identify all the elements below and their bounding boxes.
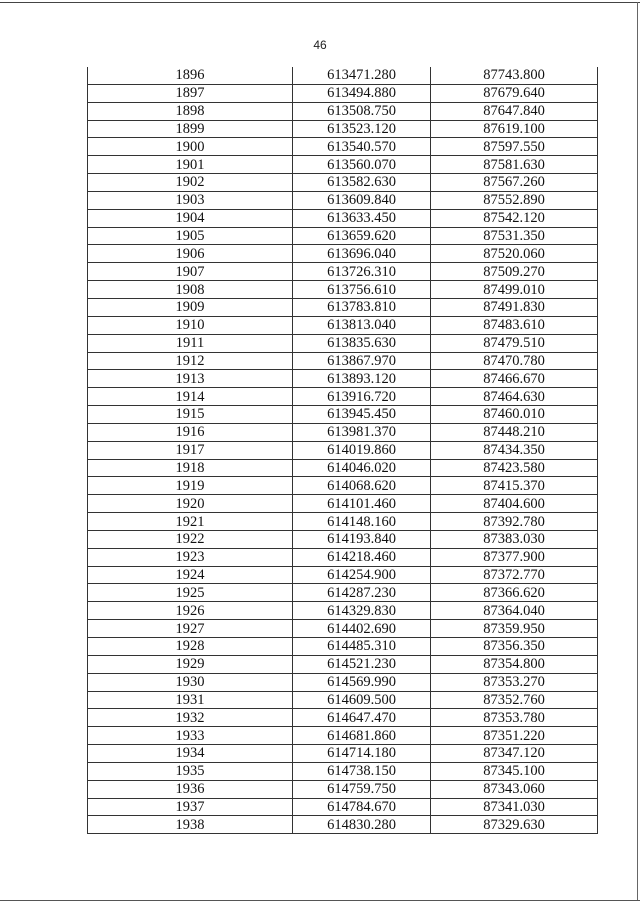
- coordinates-table: [87, 67, 598, 834]
- table-row: [88, 370, 598, 388]
- y-coordinate-cell: 87619.100: [431, 120, 598, 138]
- point-number-cell: 1933: [88, 727, 293, 745]
- x-coordinate-cell: 614329.830: [293, 602, 431, 620]
- y-coordinate-cell: 87499.010: [431, 281, 598, 299]
- y-coordinate-cell: 87392.780: [431, 513, 598, 531]
- point-number-cell: 1926: [88, 602, 293, 620]
- x-coordinate-cell: 613508.750: [293, 102, 431, 120]
- table-row: [88, 423, 598, 441]
- x-coordinate-cell: 614738.150: [293, 762, 431, 780]
- y-coordinate-cell: 87483.610: [431, 316, 598, 334]
- point-number-cell: 1905: [88, 227, 293, 245]
- table-row: [88, 477, 598, 495]
- table-row: [88, 120, 598, 138]
- y-coordinate-cell: 87552.890: [431, 191, 598, 209]
- y-coordinate-cell: 87353.780: [431, 709, 598, 727]
- table-row: [88, 798, 598, 816]
- point-number-cell: 1914: [88, 388, 293, 406]
- y-coordinate-cell: 87351.220: [431, 727, 598, 745]
- point-number-cell: 1898: [88, 102, 293, 120]
- table-row: [88, 84, 598, 102]
- x-coordinate-cell: 614485.310: [293, 638, 431, 656]
- x-coordinate-cell: 613945.450: [293, 406, 431, 424]
- table-row: [88, 263, 598, 281]
- x-coordinate-cell: 613523.120: [293, 120, 431, 138]
- x-coordinate-cell: 614068.620: [293, 477, 431, 495]
- table-row: [88, 334, 598, 352]
- table-row: [88, 174, 598, 192]
- point-number-cell: 1938: [88, 816, 293, 834]
- y-coordinate-cell: 87404.600: [431, 495, 598, 513]
- y-coordinate-cell: 87341.030: [431, 798, 598, 816]
- y-coordinate-cell: 87491.830: [431, 298, 598, 316]
- page-border-top: [0, 2, 640, 3]
- y-coordinate-cell: 87377.900: [431, 548, 598, 566]
- y-coordinate-cell: 87542.120: [431, 209, 598, 227]
- y-coordinate-cell: 87434.350: [431, 441, 598, 459]
- x-coordinate-cell: 614019.860: [293, 441, 431, 459]
- point-number-cell: 1899: [88, 120, 293, 138]
- y-coordinate-cell: 87466.670: [431, 370, 598, 388]
- y-coordinate-cell: 87581.630: [431, 156, 598, 174]
- x-coordinate-cell: 614714.180: [293, 745, 431, 763]
- x-coordinate-cell: 613471.280: [293, 67, 431, 84]
- y-coordinate-cell: 87597.550: [431, 138, 598, 156]
- table-row: [88, 780, 598, 798]
- y-coordinate-cell: 87460.010: [431, 406, 598, 424]
- y-coordinate-cell: 87470.780: [431, 352, 598, 370]
- y-coordinate-cell: 87354.800: [431, 655, 598, 673]
- x-coordinate-cell: 613540.570: [293, 138, 431, 156]
- coordinates-table-body: [88, 67, 598, 834]
- y-coordinate-cell: 87329.630: [431, 816, 598, 834]
- point-number-cell: 1906: [88, 245, 293, 263]
- point-number-cell: 1928: [88, 638, 293, 656]
- y-coordinate-cell: 87479.510: [431, 334, 598, 352]
- y-coordinate-cell: 87509.270: [431, 263, 598, 281]
- page-number: 46: [313, 38, 327, 52]
- point-number-cell: 1896: [88, 67, 293, 84]
- table-row: [88, 584, 598, 602]
- y-coordinate-cell: 87679.640: [431, 84, 598, 102]
- y-coordinate-cell: 87359.950: [431, 620, 598, 638]
- x-coordinate-cell: 613783.810: [293, 298, 431, 316]
- table-row: [88, 191, 598, 209]
- page-border-right: [637, 2, 638, 901]
- point-number-cell: 1903: [88, 191, 293, 209]
- point-number-cell: 1936: [88, 780, 293, 798]
- x-coordinate-cell: 614287.230: [293, 584, 431, 602]
- point-number-cell: 1907: [88, 263, 293, 281]
- y-coordinate-cell: 87647.840: [431, 102, 598, 120]
- x-coordinate-cell: 613916.720: [293, 388, 431, 406]
- y-coordinate-cell: 87352.760: [431, 691, 598, 709]
- point-number-cell: 1919: [88, 477, 293, 495]
- point-number-cell: 1925: [88, 584, 293, 602]
- point-number-cell: 1909: [88, 298, 293, 316]
- point-number-cell: 1935: [88, 762, 293, 780]
- x-coordinate-cell: 613633.450: [293, 209, 431, 227]
- y-coordinate-cell: 87743.800: [431, 67, 598, 84]
- y-coordinate-cell: 87345.100: [431, 762, 598, 780]
- table-row: [88, 602, 598, 620]
- point-number-cell: 1917: [88, 441, 293, 459]
- x-coordinate-cell: 613659.620: [293, 227, 431, 245]
- table-row: [88, 655, 598, 673]
- x-coordinate-cell: 614402.690: [293, 620, 431, 638]
- point-number-cell: 1900: [88, 138, 293, 156]
- table-row: [88, 406, 598, 424]
- x-coordinate-cell: 613867.970: [293, 352, 431, 370]
- point-number-cell: 1929: [88, 655, 293, 673]
- point-number-cell: 1910: [88, 316, 293, 334]
- point-number-cell: 1897: [88, 84, 293, 102]
- table-row: [88, 281, 598, 299]
- table-row: [88, 513, 598, 531]
- y-coordinate-cell: 87520.060: [431, 245, 598, 263]
- point-number-cell: 1922: [88, 530, 293, 548]
- table-row: [88, 638, 598, 656]
- x-coordinate-cell: 614759.750: [293, 780, 431, 798]
- point-number-cell: 1918: [88, 459, 293, 477]
- table-row: [88, 620, 598, 638]
- table-row: [88, 459, 598, 477]
- x-coordinate-cell: 613609.840: [293, 191, 431, 209]
- point-number-cell: 1913: [88, 370, 293, 388]
- x-coordinate-cell: 613582.630: [293, 174, 431, 192]
- point-number-cell: 1908: [88, 281, 293, 299]
- table-row: [88, 530, 598, 548]
- table-row: [88, 548, 598, 566]
- y-coordinate-cell: 87383.030: [431, 530, 598, 548]
- table-row: [88, 67, 598, 84]
- table-row: [88, 352, 598, 370]
- x-coordinate-cell: 614647.470: [293, 709, 431, 727]
- x-coordinate-cell: 613813.040: [293, 316, 431, 334]
- table-row: [88, 102, 598, 120]
- x-coordinate-cell: 614830.280: [293, 816, 431, 834]
- y-coordinate-cell: 87567.260: [431, 174, 598, 192]
- table-row: [88, 566, 598, 584]
- table-row: [88, 156, 598, 174]
- x-coordinate-cell: 613696.040: [293, 245, 431, 263]
- y-coordinate-cell: 87353.270: [431, 673, 598, 691]
- point-number-cell: 1932: [88, 709, 293, 727]
- x-coordinate-cell: 614254.900: [293, 566, 431, 584]
- y-coordinate-cell: 87531.350: [431, 227, 598, 245]
- x-coordinate-cell: 613893.120: [293, 370, 431, 388]
- table-row: [88, 441, 598, 459]
- x-coordinate-cell: 613726.310: [293, 263, 431, 281]
- x-coordinate-cell: 613494.880: [293, 84, 431, 102]
- point-number-cell: 1937: [88, 798, 293, 816]
- table-row: [88, 673, 598, 691]
- table-row: [88, 388, 598, 406]
- point-number-cell: 1901: [88, 156, 293, 174]
- point-number-cell: 1911: [88, 334, 293, 352]
- x-coordinate-cell: 614148.160: [293, 513, 431, 531]
- y-coordinate-cell: 87372.770: [431, 566, 598, 584]
- x-coordinate-cell: 613835.630: [293, 334, 431, 352]
- x-coordinate-cell: 614521.230: [293, 655, 431, 673]
- y-coordinate-cell: 87423.580: [431, 459, 598, 477]
- table-row: [88, 816, 598, 834]
- table-row: [88, 727, 598, 745]
- point-number-cell: 1915: [88, 406, 293, 424]
- y-coordinate-cell: 87448.210: [431, 423, 598, 441]
- y-coordinate-cell: 87343.060: [431, 780, 598, 798]
- x-coordinate-cell: 613981.370: [293, 423, 431, 441]
- x-coordinate-cell: 614784.670: [293, 798, 431, 816]
- point-number-cell: 1923: [88, 548, 293, 566]
- x-coordinate-cell: 614609.500: [293, 691, 431, 709]
- x-coordinate-cell: 614569.990: [293, 673, 431, 691]
- point-number-cell: 1931: [88, 691, 293, 709]
- point-number-cell: 1927: [88, 620, 293, 638]
- x-coordinate-cell: 614681.860: [293, 727, 431, 745]
- x-coordinate-cell: 613560.070: [293, 156, 431, 174]
- page-border-bottom: [0, 900, 640, 901]
- point-number-cell: 1916: [88, 423, 293, 441]
- y-coordinate-cell: 87366.620: [431, 584, 598, 602]
- x-coordinate-cell: 614193.840: [293, 530, 431, 548]
- y-coordinate-cell: 87364.040: [431, 602, 598, 620]
- table-row: [88, 691, 598, 709]
- table-row: [88, 316, 598, 334]
- table-row: [88, 227, 598, 245]
- point-number-cell: 1921: [88, 513, 293, 531]
- table-row: [88, 245, 598, 263]
- y-coordinate-cell: 87356.350: [431, 638, 598, 656]
- y-coordinate-cell: 87464.630: [431, 388, 598, 406]
- point-number-cell: 1934: [88, 745, 293, 763]
- x-coordinate-cell: 613756.610: [293, 281, 431, 299]
- point-number-cell: 1920: [88, 495, 293, 513]
- x-coordinate-cell: 614101.460: [293, 495, 431, 513]
- table-row: [88, 709, 598, 727]
- table-row: [88, 298, 598, 316]
- table-row: [88, 495, 598, 513]
- table-row: [88, 138, 598, 156]
- point-number-cell: 1924: [88, 566, 293, 584]
- x-coordinate-cell: 614218.460: [293, 548, 431, 566]
- point-number-cell: 1904: [88, 209, 293, 227]
- point-number-cell: 1902: [88, 174, 293, 192]
- y-coordinate-cell: 87347.120: [431, 745, 598, 763]
- table-row: [88, 762, 598, 780]
- table-row: [88, 209, 598, 227]
- table-row: [88, 745, 598, 763]
- point-number-cell: 1930: [88, 673, 293, 691]
- y-coordinate-cell: 87415.370: [431, 477, 598, 495]
- x-coordinate-cell: 614046.020: [293, 459, 431, 477]
- point-number-cell: 1912: [88, 352, 293, 370]
